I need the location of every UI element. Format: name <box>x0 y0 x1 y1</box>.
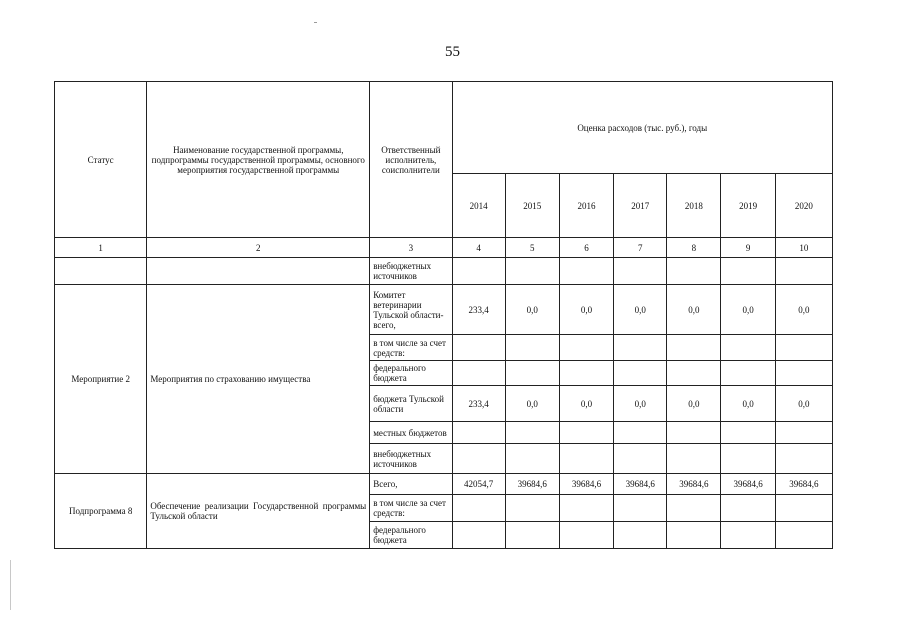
value-cell <box>667 495 721 522</box>
value-cell <box>452 258 505 285</box>
year-cell: 2020 <box>775 174 832 238</box>
value-cell <box>721 361 775 386</box>
value-cell <box>505 522 559 549</box>
value-cell <box>559 258 613 285</box>
column-number: 2 <box>147 238 370 258</box>
value-cell <box>559 495 613 522</box>
value-cell <box>614 495 667 522</box>
scan-speck <box>314 22 317 23</box>
value-cell <box>667 522 721 549</box>
value-cell: 0,0 <box>775 285 832 335</box>
value-cell <box>667 361 721 386</box>
executor-cell: в том числе за счет средств: <box>370 495 452 522</box>
value-cell <box>614 258 667 285</box>
value-cell <box>452 444 505 474</box>
executor-cell: внебюджетных источников <box>370 258 452 285</box>
value-cell <box>505 258 559 285</box>
executor-cell: федерального бюджета <box>370 522 452 549</box>
table-row <box>55 258 833 285</box>
year-cell: 2016 <box>559 174 613 238</box>
value-cell <box>614 335 667 361</box>
value-cell: 0,0 <box>614 386 667 422</box>
column-number: 3 <box>370 238 452 258</box>
value-cell <box>721 335 775 361</box>
value-cell <box>559 444 613 474</box>
value-cell <box>614 422 667 444</box>
executor-cell: Всего, <box>370 474 452 495</box>
value-cell <box>505 361 559 386</box>
column-number: 6 <box>559 238 613 258</box>
value-cell: 39684,6 <box>505 474 559 495</box>
value-cell <box>775 422 832 444</box>
value-cell <box>614 522 667 549</box>
value-cell <box>505 422 559 444</box>
value-cell <box>452 422 505 444</box>
value-cell: 0,0 <box>505 386 559 422</box>
value-cell: 0,0 <box>505 285 559 335</box>
header-name: Наименование государственной программы, подпрограммы государственной программы, основного мероприятия государственной программы <box>147 82 370 238</box>
year-cell: 2017 <box>614 174 667 238</box>
column-number: 10 <box>775 238 832 258</box>
value-cell <box>721 258 775 285</box>
year-cell: 2014 <box>452 174 505 238</box>
table-row <box>55 474 833 495</box>
column-number: 7 <box>614 238 667 258</box>
value-cell <box>452 495 505 522</box>
executor-cell: федерального бюджета <box>370 361 452 386</box>
value-cell <box>505 444 559 474</box>
header-executor: Ответственный исполнитель, соисполнители <box>370 82 452 238</box>
status-cell-empty <box>55 258 147 285</box>
value-cell <box>559 422 613 444</box>
header-status: Статус <box>55 82 147 238</box>
value-cell: 233,4 <box>452 386 505 422</box>
value-cell <box>775 361 832 386</box>
page-number: 55 <box>445 44 460 60</box>
table-row <box>55 285 833 335</box>
value-cell: 0,0 <box>667 285 721 335</box>
executor-cell: бюджета Тульской области <box>370 386 452 422</box>
value-cell: 39684,6 <box>559 474 613 495</box>
column-number-row <box>55 238 833 258</box>
value-cell <box>452 335 505 361</box>
column-number: 8 <box>667 238 721 258</box>
value-cell <box>775 258 832 285</box>
value-cell: 0,0 <box>721 386 775 422</box>
value-cell <box>721 522 775 549</box>
value-cell <box>614 444 667 474</box>
value-cell <box>559 361 613 386</box>
value-cell: 0,0 <box>614 285 667 335</box>
value-cell: 0,0 <box>721 285 775 335</box>
value-cell <box>775 444 832 474</box>
scan-edge-line <box>10 560 11 610</box>
name-cell-empty <box>147 258 370 285</box>
executor-cell: в том числе за счет средств: <box>370 335 452 361</box>
measure2-name: Мероприятия по страхованию имущества <box>147 285 370 474</box>
value-cell <box>667 335 721 361</box>
value-cell: 42054,7 <box>452 474 505 495</box>
value-cell <box>559 522 613 549</box>
value-cell <box>559 335 613 361</box>
value-cell: 39684,6 <box>775 474 832 495</box>
value-cell: 0,0 <box>667 386 721 422</box>
value-cell: 39684,6 <box>667 474 721 495</box>
value-cell: 233,4 <box>452 285 505 335</box>
measure2-status: Мероприятие 2 <box>55 285 147 474</box>
column-number: 9 <box>721 238 775 258</box>
year-cell: 2018 <box>667 174 721 238</box>
year-cell: 2015 <box>505 174 559 238</box>
column-number: 1 <box>55 238 147 258</box>
value-cell <box>452 361 505 386</box>
value-cell <box>775 335 832 361</box>
value-cell: 39684,6 <box>614 474 667 495</box>
executor-cell: местных бюджетов <box>370 422 452 444</box>
value-cell <box>614 361 667 386</box>
subprogram8-name: Обеспечение реализации Государственной программы Тульской области <box>147 474 370 549</box>
value-cell <box>667 444 721 474</box>
value-cell <box>721 495 775 522</box>
value-cell: 39684,6 <box>721 474 775 495</box>
value-cell <box>505 335 559 361</box>
value-cell <box>505 495 559 522</box>
value-cell <box>667 258 721 285</box>
subprogram8-status: Подпрограмма 8 <box>55 474 147 549</box>
value-cell <box>775 522 832 549</box>
value-cell <box>775 495 832 522</box>
value-cell <box>721 422 775 444</box>
executor-cell: Комитет ветеринарии Тульской области- всего, <box>370 285 452 335</box>
column-number: 5 <box>505 238 559 258</box>
value-cell: 0,0 <box>775 386 832 422</box>
value-cell <box>667 422 721 444</box>
executor-cell: внебюджетных источников <box>370 444 452 474</box>
budget-table <box>54 81 833 549</box>
year-cell: 2019 <box>721 174 775 238</box>
header-costs: Оценка расходов (тыс. руб.), годы <box>452 82 833 174</box>
value-cell: 0,0 <box>559 285 613 335</box>
header-row-top <box>55 82 833 174</box>
value-cell <box>721 444 775 474</box>
column-number: 4 <box>452 238 505 258</box>
value-cell: 0,0 <box>559 386 613 422</box>
value-cell <box>452 522 505 549</box>
